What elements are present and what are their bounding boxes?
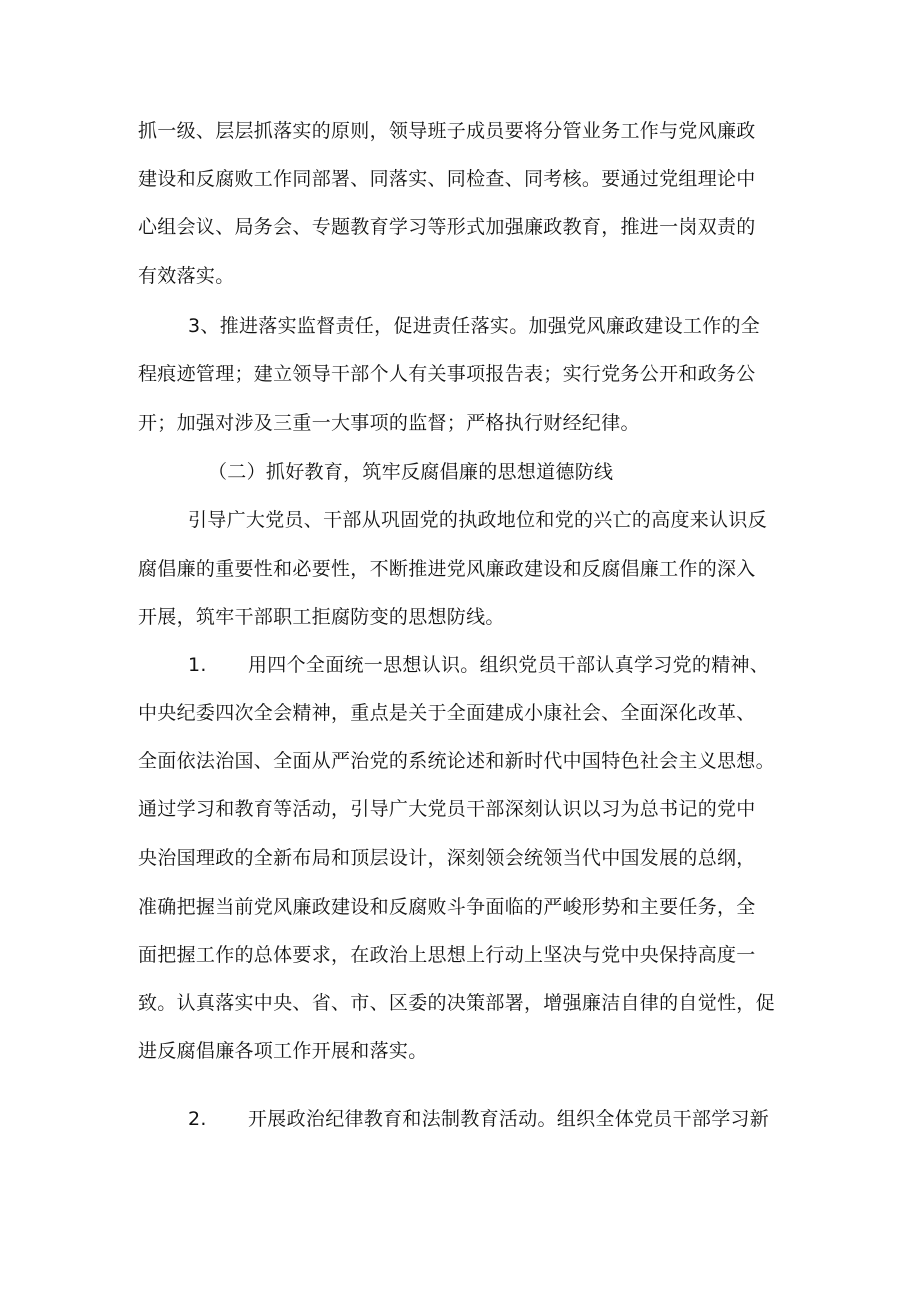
section-heading: （二）抓好教育，筑牢反腐倡廉的思想道德防线 bbox=[208, 461, 614, 483]
paragraph-line: 开；加强对涉及三重一大事项的监督；严格执行财经纪律。 bbox=[138, 412, 640, 434]
list-item-text: 开展政治纪律教育和法制教育活动。组织全体党员干部学习新 bbox=[248, 1108, 770, 1130]
paragraph-line: 全面依法治国、全面从严治党的系统论述和新时代中国特色社会主义思想。 bbox=[138, 750, 775, 772]
paragraph-line: 面把握工作的总体要求，在政治上思想上行动上坚决与党中央保持高度一 bbox=[138, 944, 756, 966]
list-item-line bbox=[188, 650, 788, 680]
paragraph-line: 进反腐倡廉各项工作开展和落实。 bbox=[138, 1040, 428, 1062]
paragraph-line: 建设和反腐败工作同部署、同落实、同检查、同考核。要通过党组理论中 bbox=[138, 168, 756, 190]
paragraph-line: 开展，筑牢干部职工拒腐防变的思想防线。 bbox=[138, 606, 505, 628]
paragraph-line: 有效落实。 bbox=[138, 265, 235, 287]
paragraph-line: 程痕迹管理；建立领导干部个人有关事项报告表；实行党务公开和政务公 bbox=[138, 363, 756, 385]
paragraph-line: 致。认真落实中央、省、市、区委的决策部署，增强廉洁自律的自觉性，促 bbox=[138, 992, 775, 1014]
paragraph-line: 央治国理政的全新布局和顶层设计，深刻领会统领当代中国发展的总纲， bbox=[138, 847, 756, 869]
paragraph-line: 3、推进落实监督责任，促进责任落实。加强党风廉政建设工作的全 bbox=[188, 315, 761, 337]
paragraph-line: 准确把握当前党风廉政建设和反腐败斗争面临的严峻形势和主要任务，全 bbox=[138, 896, 756, 918]
paragraph-line: 腐倡廉的重要性和必要性，不断推进党风廉政建设和反腐倡廉工作的深入 bbox=[138, 558, 756, 580]
paragraph-line: 中央纪委四次全会精神，重点是关于全面建成小康社会、全面深化改革、 bbox=[138, 702, 756, 724]
list-item-line bbox=[188, 1104, 788, 1134]
list-item-text: 用四个全面统一思想认识。组织党员干部认真学习党的精神、 bbox=[248, 654, 770, 676]
list-number: 1. bbox=[188, 654, 207, 676]
paragraph-line: 引导广大党员、干部从巩固党的执政地位和党的兴亡的高度来认识反 bbox=[188, 509, 768, 531]
paragraph-line: 通过学习和教育等活动，引导广大党员干部深刻认识以习为总书记的党中 bbox=[138, 798, 756, 820]
paragraph-line: 心组会议、局务会、专题教育学习等形式加强廉政教育，推进一岗双责的 bbox=[138, 216, 756, 238]
paragraph-line: 抓一级、层层抓落实的原则，领导班子成员要将分管业务工作与党风廉政 bbox=[138, 120, 756, 142]
list-number: 2. bbox=[188, 1108, 207, 1130]
